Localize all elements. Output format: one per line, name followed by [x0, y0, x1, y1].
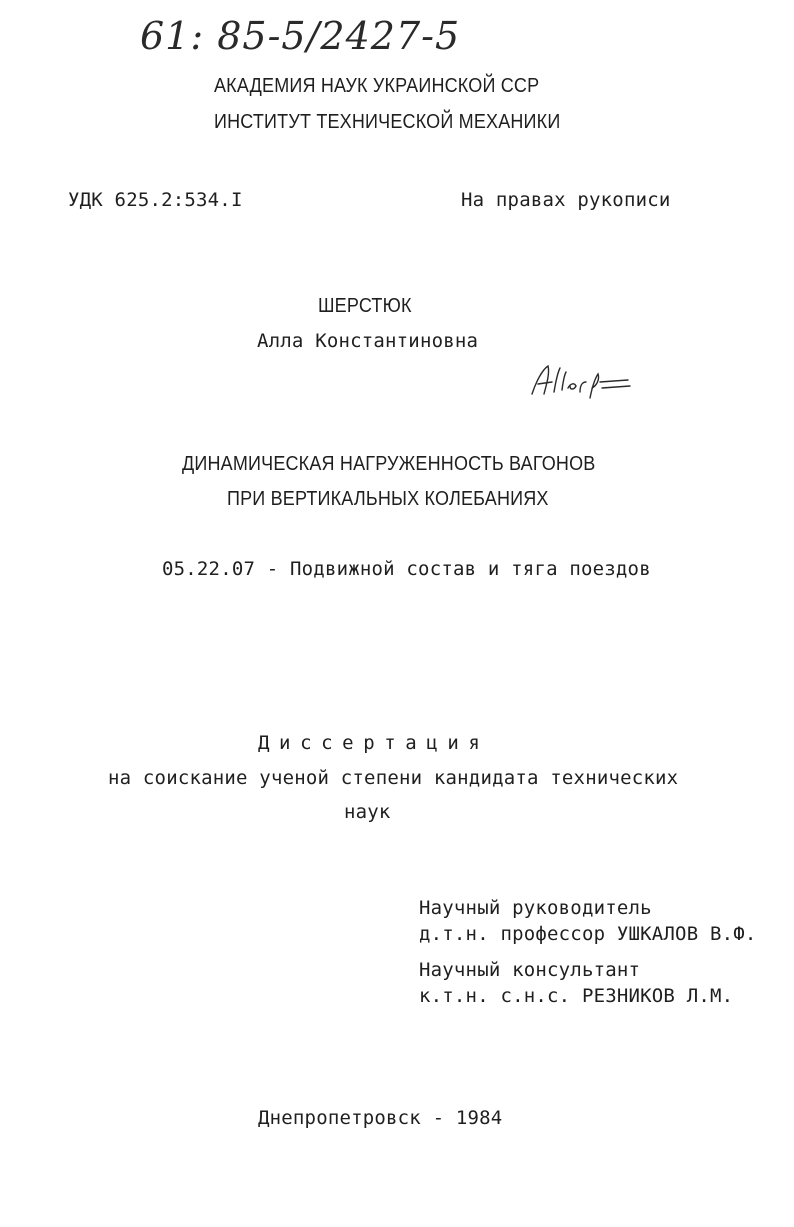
institute-name: ИНСТИТУТ ТЕХНИЧЕСКОЙ МЕХАНИКИ [214, 111, 561, 133]
thesis-title-line-1: ДИНАМИЧЕСКАЯ НАГРУЖЕННОСТЬ ВАГОНОВ [182, 453, 596, 475]
rights-note: На правах рукописи [461, 189, 671, 211]
author-signature [528, 360, 638, 400]
specialty-code: 05.22.07 - Подвижной состав и тяга поездов [162, 558, 651, 580]
consultant-role: Научный консультант [419, 959, 641, 981]
consultant-name: к.т.н. с.н.с. РЕЗНИКОВ Л.М. [419, 985, 734, 1007]
degree-line-1: на соискание ученой степени кандидата технических [108, 767, 679, 789]
degree-line-2: наук [344, 801, 391, 823]
dissertation-heading: Диссертация [258, 732, 490, 754]
author-surname: ШЕРСТЮК [318, 295, 412, 317]
archive-number: 61: 85-5/2427-5 [140, 14, 461, 58]
supervisor-role: Научный руководитель [419, 897, 652, 919]
city-year: Днепропетровск - 1984 [258, 1107, 503, 1129]
author-given-names: Алла Константиновна [257, 330, 479, 352]
thesis-title-line-2: ПРИ ВЕРТИКАЛЬНЫХ КОЛЕБАНИЯХ [227, 488, 549, 510]
udk-code: УДК 625.2:534.I [68, 189, 243, 211]
supervisor-name: д.т.н. профессор УШКАЛОВ В.Ф. [419, 923, 757, 945]
academy-name: АКАДЕМИЯ НАУК УКРАИНСКОЙ ССР [214, 75, 540, 97]
